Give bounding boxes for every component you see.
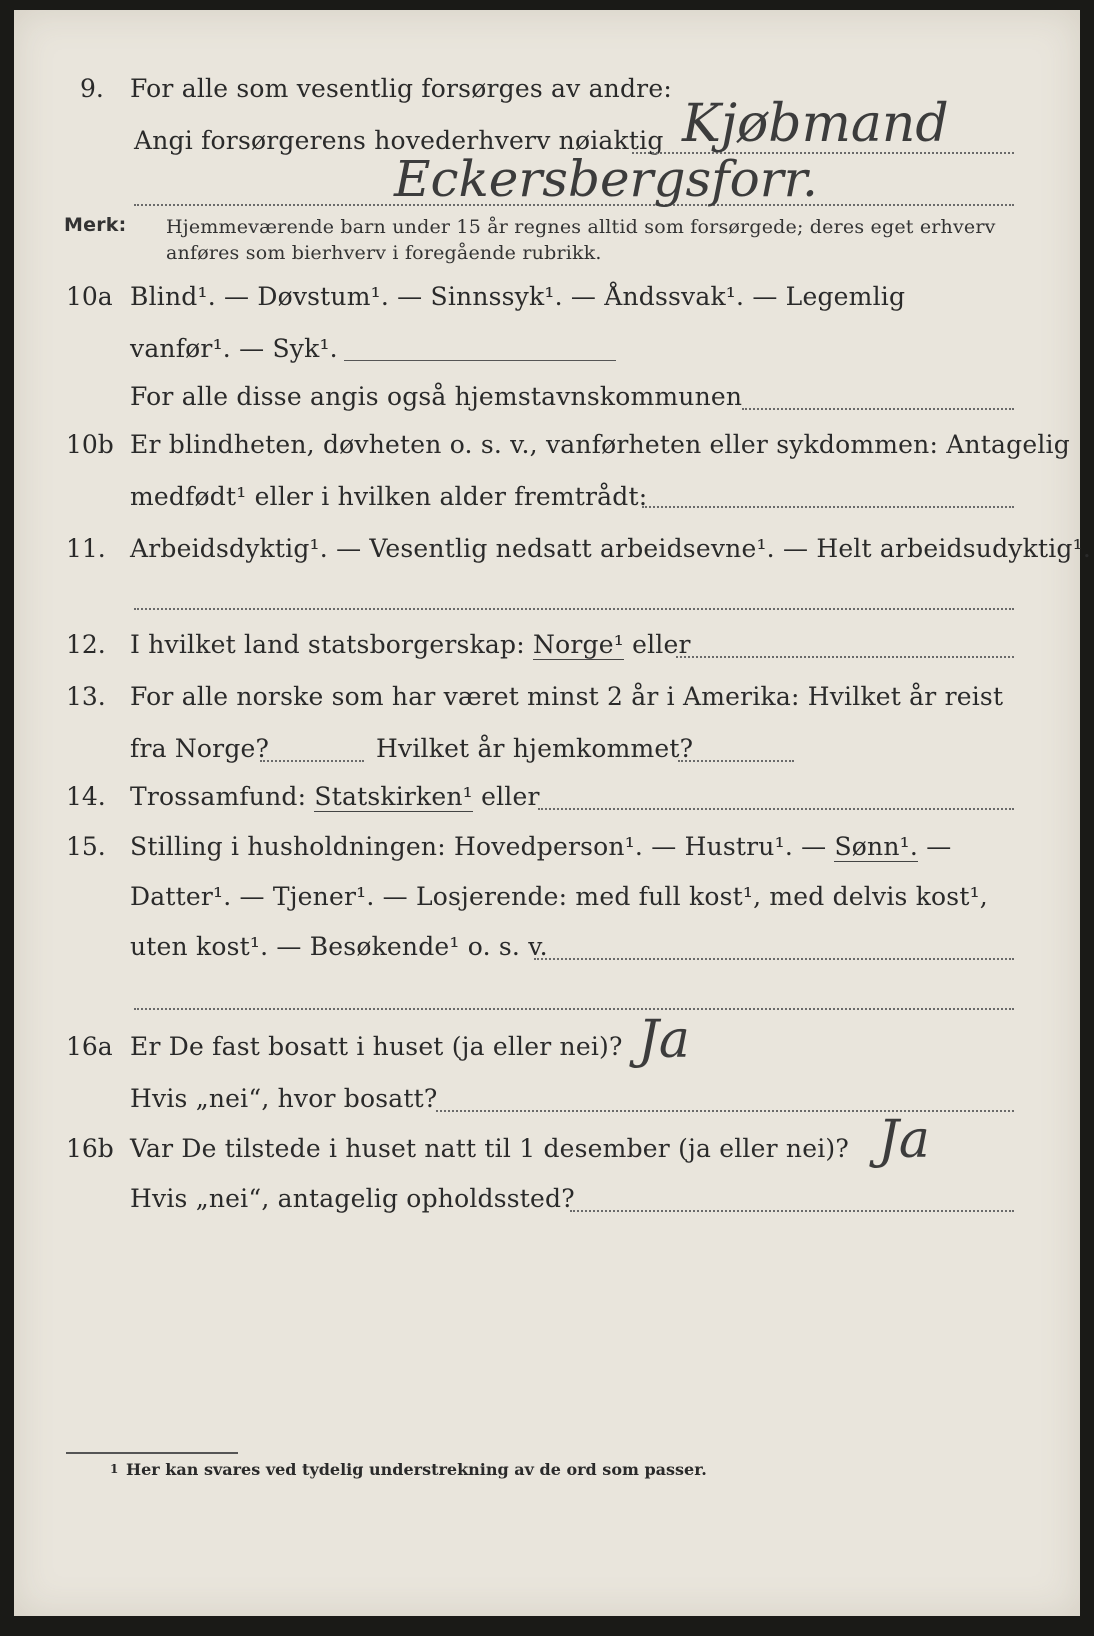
q12-suffix: eller — [632, 630, 691, 659]
q11-answer-line — [134, 608, 1014, 610]
q10b-number: 10b — [66, 430, 114, 459]
q15-line2: Datter¹. — Tjener¹. — Losjerende: med full kost¹, med delvis kost¹, — [130, 882, 988, 911]
q15-line1a: Stilling i husholdningen: Hovedperson¹. — Hustru¹. — — [130, 832, 827, 861]
q14-answer-line — [538, 808, 1014, 810]
q12-text — [130, 630, 691, 659]
q10a-answer-line — [344, 360, 616, 361]
q10b-line1: Er blindheten, døvheten o. s. v., vanførheten eller sykdommen: Antagelig — [130, 430, 1070, 459]
q16b-answer-line — [570, 1210, 1014, 1212]
q12-answer-line — [676, 656, 1014, 658]
q14-prefix: Trossamfund: — [130, 782, 307, 811]
q10b-line2: medfødt¹ eller i hvilken alder fremtrådt: — [130, 482, 648, 511]
q10a-line1: Blind¹. — Døvstum¹. — Sinnssyk¹. — Åndssvak¹. — Legemlig — [130, 282, 906, 311]
q13-reist-line — [260, 760, 364, 762]
q9-line1: For alle som vesentlig forsørges av andre: — [130, 74, 672, 103]
q11-number: 11. — [66, 534, 106, 563]
q9-line2: Angi forsørgerens hovederhverv nøiaktig — [134, 126, 664, 155]
q16b-handwritten-answer: Ja — [878, 1110, 930, 1170]
q9-number: 9. — [80, 74, 104, 103]
q9-handwritten-answer2: Eckersbergsforr. — [394, 150, 818, 208]
q12-norge-underlined: Norge¹ — [533, 630, 624, 659]
census-form-page — [14, 10, 1091, 1616]
q13-part-a: fra Norge? — [130, 734, 270, 763]
q9-handwritten-answer1: Kjøbmand — [682, 94, 949, 154]
q16a-line1: Er De fast bosatt i huset (ja eller nei)? — [130, 1032, 623, 1061]
q13-part-b: Hvilket år hjemkommet? — [376, 734, 694, 763]
footnote-text: Her kan svares ved tydelig understrekning av de ord som passer. — [126, 1460, 707, 1479]
q16a-handwritten-answer: Ja — [638, 1010, 690, 1070]
q12-number: 12. — [66, 630, 106, 659]
q10b-answer-line — [642, 506, 1014, 508]
q13-number: 13. — [66, 682, 106, 711]
footnote-rule — [66, 1452, 238, 1454]
q14-text — [130, 782, 540, 811]
q10a-hjemstavn-line — [742, 408, 1014, 410]
q15-line1b: — — [926, 832, 952, 861]
q13-hjemkommet-line — [678, 760, 794, 762]
q10a-line2: vanfør¹. — Syk¹. — [130, 334, 338, 363]
q16b-line1: Var De tilstede i huset natt til 1 desember (ja eller nei)? — [130, 1134, 849, 1163]
q15-line1 — [130, 832, 951, 861]
q14-suffix: eller — [481, 782, 540, 811]
q15-sonn-underlined: Sønn¹. — [834, 832, 919, 861]
q16b-number: 16b — [66, 1134, 114, 1163]
q15-line3: uten kost¹. — Besøkende¹ o. s. v. — [130, 932, 548, 961]
q15-answer-line1 — [534, 958, 1014, 960]
q10a-line3: For alle disse angis også hjemstavnskommunen — [130, 382, 743, 411]
q16a-line2: Hvis „nei“, hvor bosatt? — [130, 1084, 438, 1113]
q12-prefix: I hvilket land statsborgerskap: — [130, 630, 525, 659]
q16a-number: 16a — [66, 1032, 113, 1061]
q14-number: 14. — [66, 782, 106, 811]
q16b-line2: Hvis „nei“, antagelig opholdssted? — [130, 1184, 575, 1213]
q10a-number: 10a — [66, 282, 113, 311]
footnote-mark: 1 — [110, 1462, 119, 1476]
q11-line1: Arbeidsdyktig¹. — Vesentlig nedsatt arbeidsevne¹. — Helt arbeidsudyktig¹. — [130, 534, 1091, 563]
q15-answer-line2 — [134, 1008, 1014, 1010]
merk-label: Merk: — [64, 214, 127, 236]
merk-line2: anføres som bierhverv i foregående rubrikk. — [166, 242, 602, 264]
q15-number: 15. — [66, 832, 106, 861]
q13-line1: For alle norske som har været minst 2 år i Amerika: Hvilket år reist — [130, 682, 1004, 711]
q14-statskirken-underlined: Statskirken¹ — [314, 782, 473, 811]
merk-line1: Hjemmeværende barn under 15 år regnes alltid som forsørgede; deres eget erhverv — [166, 216, 996, 238]
